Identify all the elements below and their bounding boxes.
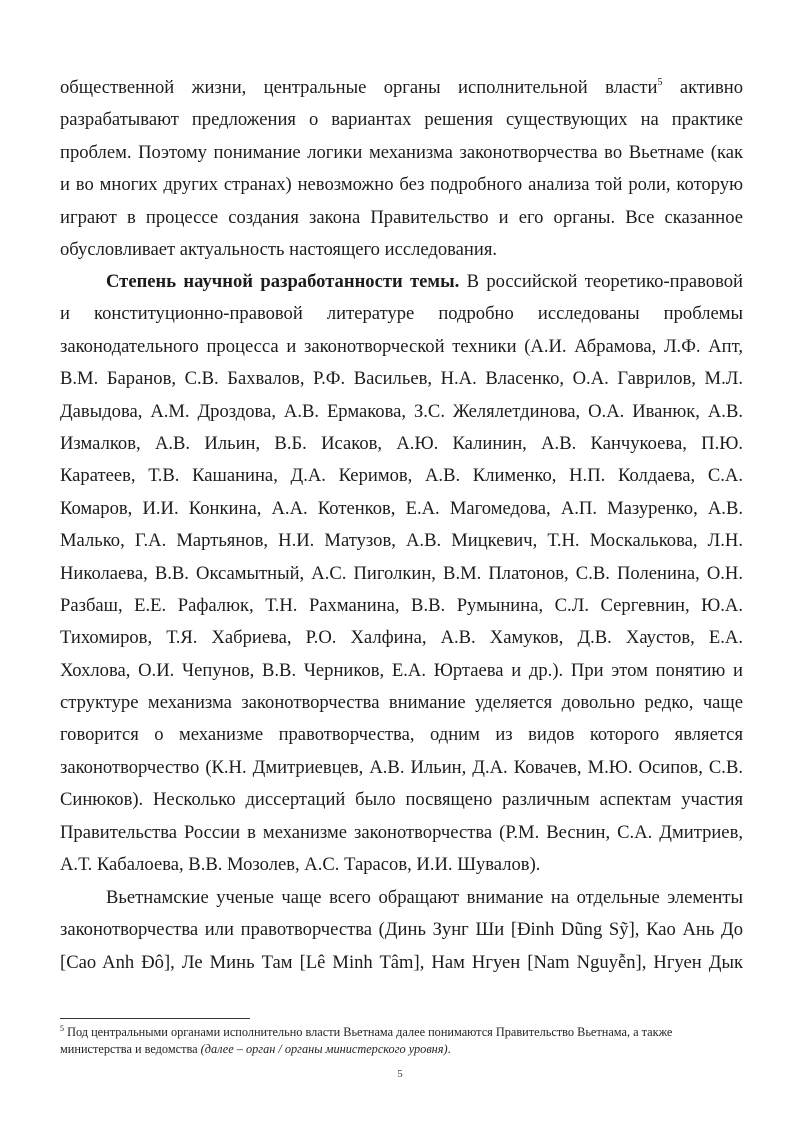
- footnote: [60, 1024, 743, 1058]
- text-line: Каратеев, Т.В. Кашанина, Д.А. Керимов, А.В. Клименко, Н.П. Колдаева, С.А.: [60, 465, 743, 487]
- text-line: говорится о механизме правотворчества, одним из видов которого является: [60, 724, 743, 746]
- text-line: Тихомиров, Т.Я. Хабриева, Р.О. Халфина, А.В. Хамуков, Д.В. Хаустов, Е.А.: [60, 627, 743, 649]
- text-line: Малько, Г.А. Мартьянов, Н.И. Матузов, А.В. Мицкевич, Т.Н. Москалькова, Л.Н.: [60, 530, 743, 552]
- text-line: Вьетнамские ученые чаще всего обращают внимание на отдельные элементы: [106, 887, 743, 908]
- paragraph-intro-continuation: [60, 72, 743, 266]
- text-span: В российской теоретико-правовой: [459, 271, 743, 292]
- section-lead-heading: Степень научной разработанности темы.: [106, 271, 460, 292]
- text-line: [Cao Anh Đô], Ле Минь Там [Lê Minh Tâm], Нам Нгуен [Nam Nguyễn], Нгуен Дык: [60, 951, 743, 973]
- text-line: [60, 72, 743, 104]
- footnote-text-end: .: [447, 1042, 451, 1056]
- text-line: Николаева, В.В. Оксамытный, А.С. Пиголкин, В.М. Платонов, С.В. Поленина, О.Н.: [60, 562, 743, 584]
- text-line: В.М. Баранов, С.В. Бахвалов, Р.Ф. Васильев, Н.А. Власенко, О.А. Гаврилов, М.Л.: [60, 368, 743, 390]
- text-line: Разбаш, Е.Е. Рафалюк, Т.Н. Рахманина, В.В. Румынина, С.Л. Сергевнин, Ю.А.: [60, 594, 743, 616]
- text-line: законотворчество (К.Н. Дмитриевцев, А.В. Ильин, Д.А. Ковачев, М.Ю. Осипов, С.В.: [60, 756, 743, 778]
- text-span: общественной жизни, центральные органы исполнительной власти: [60, 77, 658, 98]
- text-line: играют в процессе создания закона Правительство и его органы. Все сказанное: [60, 206, 743, 228]
- text-line: Правительства России в механизме законотворчества (Р.М. Веснин, С.А. Дмитриев,: [60, 821, 743, 843]
- text-line: [60, 266, 743, 298]
- footnote-reference[interactable]: 5: [657, 77, 663, 88]
- paragraph-research-degree: [60, 266, 743, 881]
- text-line: структуре механизма законотворчества внимание уделяется довольно редко, чаще: [60, 692, 743, 714]
- text-line: разрабатывают предложения о вариантах решения существующих на практике: [60, 109, 743, 131]
- page-number: 5: [397, 1068, 403, 1080]
- text-line: и во многих других странах) невозможно без подробного анализа той роли, которую: [60, 174, 743, 196]
- text-span: активно: [662, 77, 743, 98]
- paragraph-vietnamese-scholars: [60, 882, 743, 979]
- footnote-separator: [60, 1018, 250, 1019]
- text-line: Синюков). Несколько диссертаций было посвящено различным аспектам участия: [60, 789, 743, 811]
- footnote-italic-text: (далее – орган / органы министерского уровня): [200, 1042, 448, 1056]
- footnote-marker: 5: [60, 1024, 64, 1033]
- paragraph-lines: [60, 882, 743, 979]
- text-line: А.Т. Кабалоева, В.В. Мозолев, А.С. Тарасов, И.И. Шувалов).: [60, 854, 541, 876]
- text-line: Хохлова, О.И. Чепунов, В.В. Черников, Е.А. Юртаева и др.). При этом понятию и: [60, 659, 743, 681]
- text-line: законотворчества или правотворчества (Динь Зунг Ши [Đinh Dũng Sỹ], Као Ань До: [60, 919, 743, 941]
- text-line: законодательного процесса и законотворческой техники (А.И. Абрамова, Л.Ф. Апт,: [60, 335, 743, 357]
- text-line: Давыдова, А.М. Дроздова, А.В. Ермакова, З.С. Желялетдинова, О.А. Иванюк, А.В.: [60, 400, 743, 422]
- text-line: Измалков, А.В. Ильин, В.Б. Исаков, А.Ю. Калинин, А.В. Канчукоева, П.Ю.: [60, 432, 743, 454]
- footnote-text: Под центральными органами исполнительно власти Вьетнама далее понимаются Правительство Вьетнама, а также министерства и ведомства: [60, 1025, 673, 1056]
- paragraph-lines: [60, 298, 743, 881]
- text-line: проблем. Поэтому понимание логики механизма законотворчества во Вьетнаме (как: [60, 141, 743, 163]
- text-line: обусловливает актуальность настоящего исследования.: [60, 238, 498, 260]
- text-line: и конституционно-правовой литературе подробно исследованы проблемы: [60, 303, 743, 325]
- text-line: Комаров, И.И. Конкина, А.А. Котенков, Е.А. Магомедова, А.П. Мазуренко, А.В.: [60, 497, 743, 519]
